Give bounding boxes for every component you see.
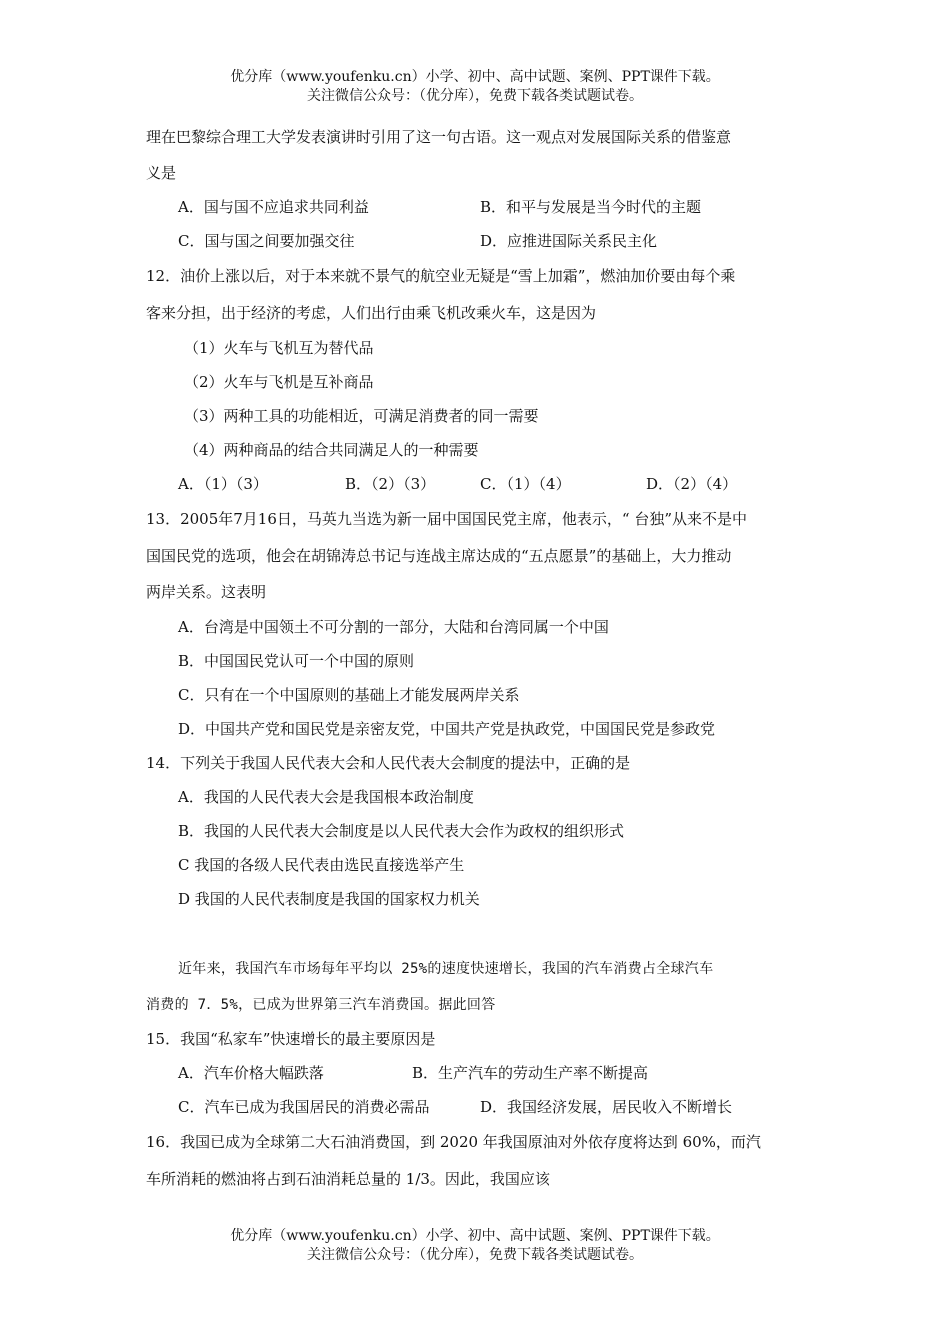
q13-stem-3: 两岸关系。这表明 xyxy=(146,583,267,601)
q14-option-a: A．我国的人民代表大会是我国根本政治制度 xyxy=(178,788,474,806)
page-header xyxy=(0,68,950,106)
q14-option-c: C 我国的各级人民代表由选民直接选举产生 xyxy=(178,856,465,874)
header-line-1: 优分库（www.youfenku.cn）小学、初中、高中试题、案例、PPT课件下载。 xyxy=(230,69,720,85)
q12-statement-3: （3）两种工具的功能相近，可满足消费者的同一需要 xyxy=(184,407,539,425)
q12-option-b: B．（2）（3） xyxy=(345,475,436,493)
q12-statement-4: （4）两种商品的结合共同满足人的一种需要 xyxy=(184,441,479,459)
q13-stem-2: 国国民党的选项，他会在胡锦涛总书记与连战主席达成的“五点愿景”的基础上，大力推动 xyxy=(146,547,732,565)
q15-option-d: D．我国经济发展，居民收入不断增长 xyxy=(480,1098,733,1116)
q11-continuation-1: 理在巴黎综合理工大学发表演讲时引用了这一句古语。这一观点对发展国际关系的借鉴意 xyxy=(146,128,732,146)
q14-option-d: D 我国的人民代表制度是我国的国家权力机关 xyxy=(178,890,480,908)
q12-statement-1: （1）火车与飞机互为替代品 xyxy=(184,339,374,357)
q11-option-d: D．应推进国际关系民主化 xyxy=(480,232,658,250)
q13-option-c: C．只有在一个中国原则的基础上才能发展两岸关系 xyxy=(178,686,520,704)
q13-stem-1: 13．2005年7月16日，马英九当选为新一届中国国民党主席，他表示，“ 台独”从来不是中 xyxy=(146,510,747,528)
header-line-2: 关注微信公众号：（优分库），免费下载各类试题试卷。 xyxy=(307,88,643,104)
material-line-1: 近年来，我国汽车市场每年平均以 25%的速度快速增长，我国的汽车消费占全球汽车 xyxy=(178,961,714,977)
q13-option-b: B．中国国民党认可一个中国的原则 xyxy=(178,652,415,670)
q11-option-c: C．国与国之间要加强交往 xyxy=(178,232,355,250)
q13-option-d: D．中国共产党和国民党是亲密友党，中国共产党是执政党，中国国民党是参政党 xyxy=(178,720,716,738)
q15-stem: 15．我国“私家车”快速增长的最主要原因是 xyxy=(146,1030,436,1048)
q15-option-b: B．生产汽车的劳动生产率不断提高 xyxy=(412,1064,649,1082)
q15-option-c: C．汽车已成为我国居民的消费必需品 xyxy=(178,1098,430,1116)
q12-option-d: D．（2）（4） xyxy=(646,475,738,493)
q16-stem-1: 16．我国已成为全球第二大石油消费国，到 2020 年我国原油对外依存度将达到 60%，而汽 xyxy=(146,1133,761,1151)
q11-option-a: A．国与国不应追求共同利益 xyxy=(178,198,369,216)
q12-option-a: A．（1）（3） xyxy=(178,475,268,493)
q12-statement-2: （2）火车与飞机是互补商品 xyxy=(184,373,374,391)
footer-line-1: 优分库（www.youfenku.cn）小学、初中、高中试题、案例、PPT课件下载。 xyxy=(230,1228,720,1244)
q12-stem-2: 客来分担，出于经济的考虑，人们出行由乘飞机改乘火车，这是因为 xyxy=(146,304,597,322)
material-line-2: 消费的 7．5%，已成为世界第三汽车消费国。据此回答 xyxy=(146,997,496,1013)
q16-stem-2: 车所消耗的燃油将占到石油消耗总量的 1/3。因此，我国应该 xyxy=(146,1170,550,1188)
q12-option-c: C．（1）（4） xyxy=(480,475,571,493)
page-footer xyxy=(0,1227,950,1265)
q11-option-b: B．和平与发展是当今时代的主题 xyxy=(480,198,702,216)
q14-stem: 14．下列关于我国人民代表大会和人民代表大会制度的提法中，正确的是 xyxy=(146,754,631,772)
footer-line-2: 关注微信公众号：（优分库），免费下载各类试题试卷。 xyxy=(307,1247,643,1263)
q13-option-a: A．台湾是中国领土不可分割的一部分，大陆和台湾同属一个中国 xyxy=(178,618,609,636)
q12-stem-1: 12．油价上涨以后，对于本来就不景气的航空业无疑是“雪上加霜”，燃油加价要由每个乘 xyxy=(146,267,736,285)
q15-option-a: A．汽车价格大幅跌落 xyxy=(178,1064,324,1082)
q14-option-b: B．我国的人民代表大会制度是以人民代表大会作为政权的组织形式 xyxy=(178,822,625,840)
q11-continuation-2: 义是 xyxy=(146,164,177,182)
